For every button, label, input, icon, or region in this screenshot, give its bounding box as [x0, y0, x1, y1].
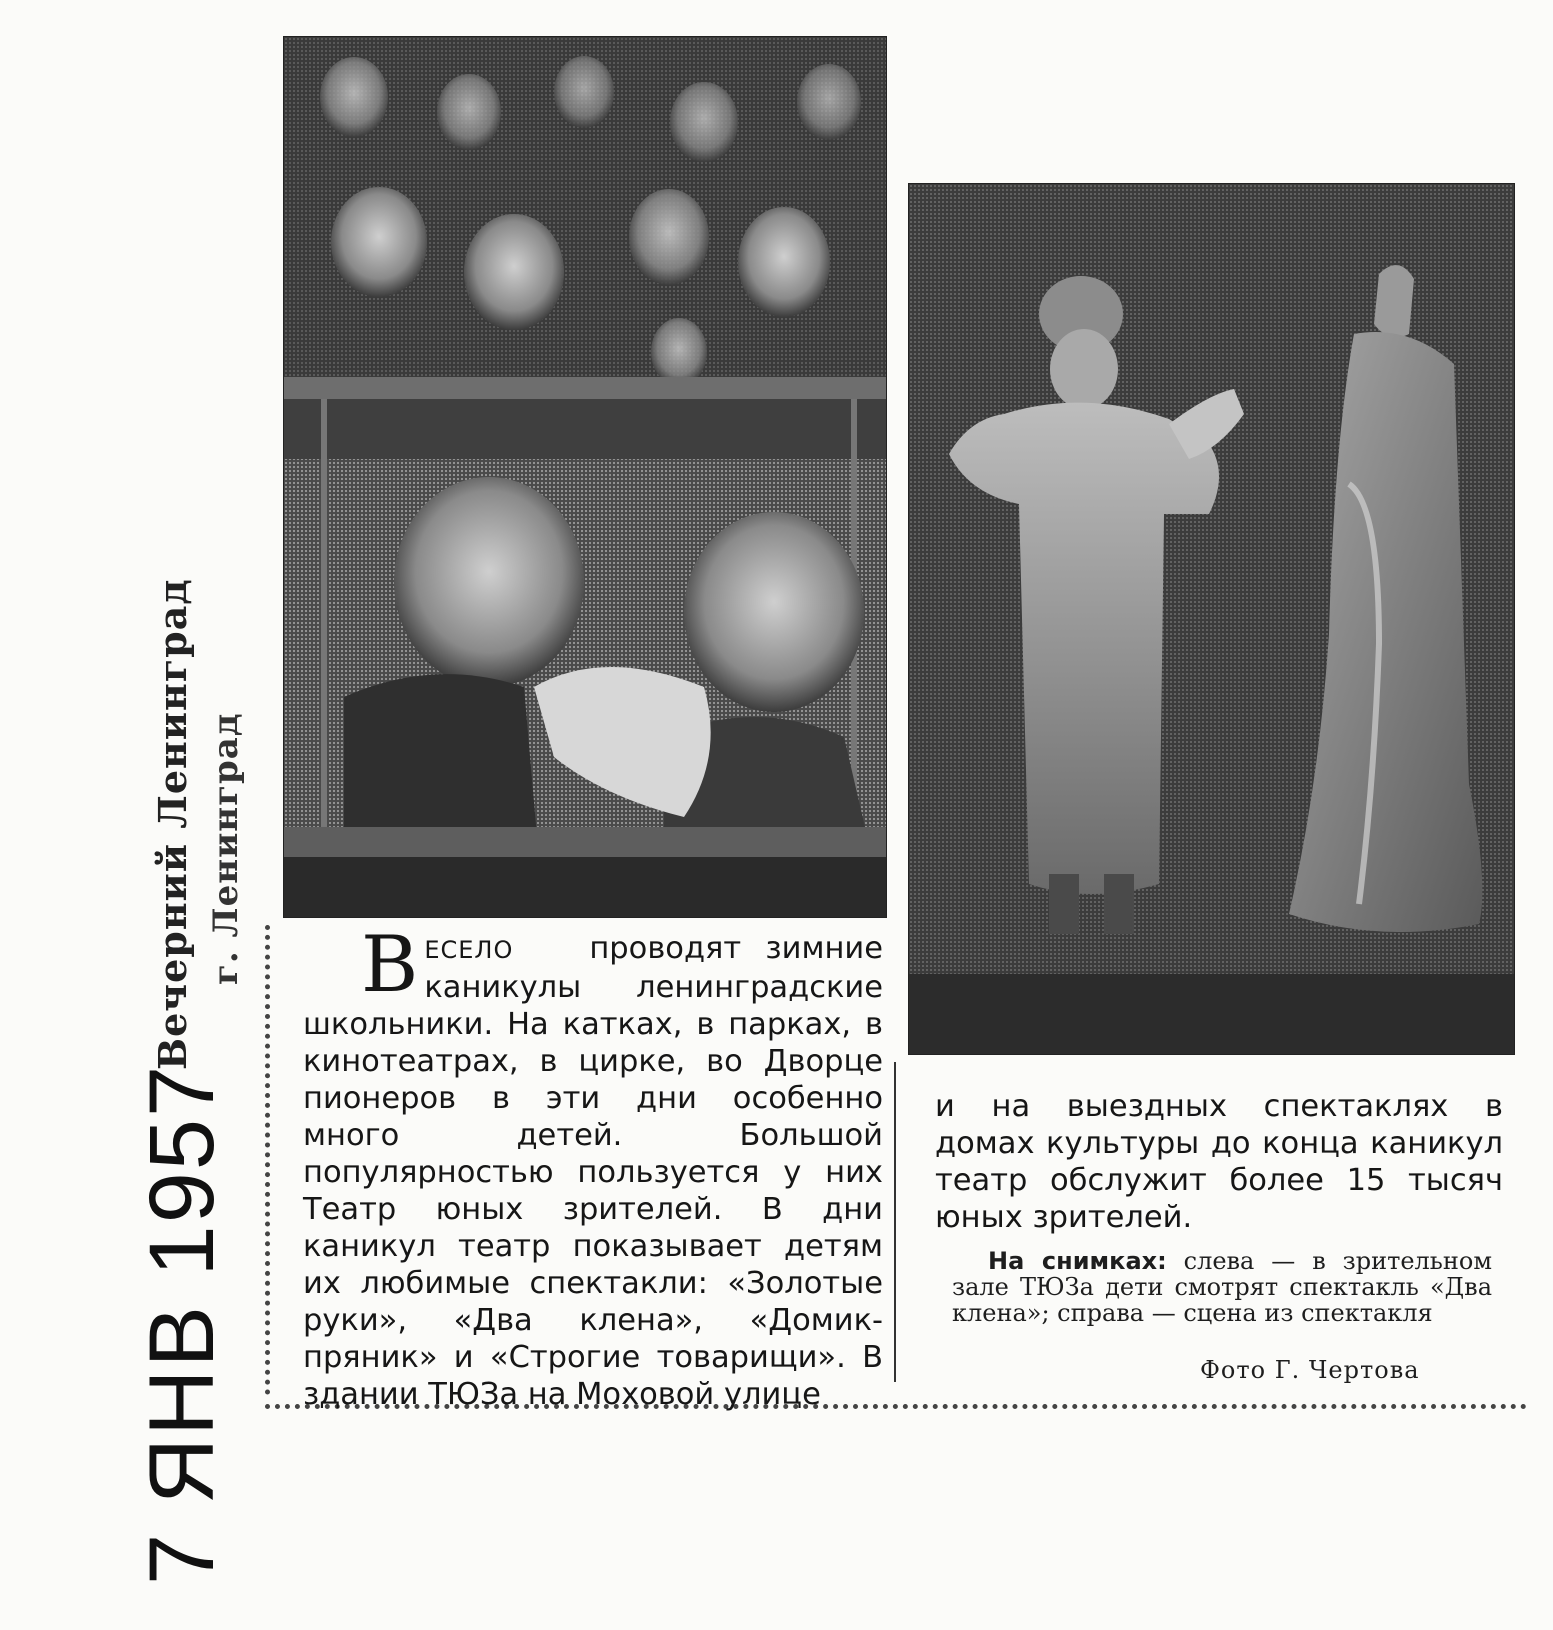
photo-caption — [952, 1248, 1492, 1326]
lead-word: ЕСЕЛО — [424, 936, 514, 964]
date-stamp: 7 ЯНВ 1957 — [131, 1063, 233, 1585]
city-stamp: г. Ленинград — [206, 712, 246, 985]
audience-photo — [283, 36, 887, 918]
newspaper-name-stamp: Вечерний Ленинград — [150, 578, 195, 1070]
caption-text: слева — в зрительном зале ТЮЗа дети смотрят спектакль «Два клена»; справа — сцена из спектакля — [952, 1247, 1492, 1327]
left-dotted-border — [265, 925, 270, 1395]
article-continuation: и на выездных спектаклях в домах культуры до конца каникул театр обслужит более 15 тысяч юных зрителей. — [935, 1089, 1503, 1235]
audience-photo-image — [284, 37, 886, 917]
photo-credit: Фото Г. Чертова — [1200, 1356, 1420, 1384]
article-body: проводят зимние каникулы ленинградские школьники. На катках, в парках, в кинотеатрах, в цирке, во Дворце пионеров в эти дни особенно много детей. Большой популярностью пользуется у них Театр юных зрителей. В дни каникул театр показывает детям их любимые спектакли: «Золотые руки», «Два клена», «Домик-пряник» и «Строгие товарищи». В здании ТЮЗа на Моховой улице — [303, 931, 883, 1412]
column-divider — [894, 1062, 896, 1382]
stage-scene-photo-image — [909, 184, 1514, 1054]
stage-scene-photo — [908, 183, 1515, 1055]
caption-lead: На снимках: — [988, 1247, 1167, 1275]
article-text — [303, 920, 883, 1413]
drop-cap: В — [361, 920, 419, 1010]
